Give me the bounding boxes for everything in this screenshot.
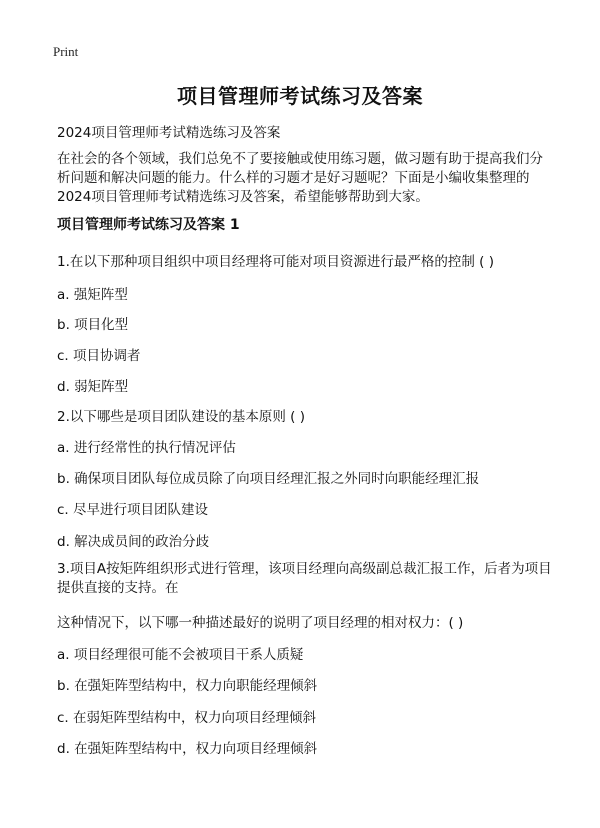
question-1-option-d: d. 弱矩阵型 [57,379,129,395]
question-3-option-c: c. 在弱矩阵型结构中，权力向项目经理倾斜 [57,710,317,726]
question-1-option-a: a. 强矩阵型 [57,287,128,303]
question-2-text: 2.以下哪些是项目团队建设的基本原则 ( ) [57,409,305,425]
question-3-text: 3.项目A按矩阵组织形式进行管理，该项目经理向高级副总裁汇报工作，后者为项目提供直接的支持。在 [57,561,552,596]
question-3-option-a: a. 项目经理很可能不会被项目干系人质疑 [57,647,304,663]
question-2-option-a: a. 进行经常性的执行情况评估 [57,440,236,456]
document-subtitle: 2024项目管理师考试精选练习及答案 [57,125,281,141]
question-2-option-c: c. 尽早进行项目团队建设 [57,502,209,518]
document-title: 项目管理师考试练习及答案 [177,84,423,108]
print-label: Print [53,44,79,59]
intro-paragraph: 在社会的各个领域，我们总免不了要接触或使用练习题，做习题有助于提高我们分析问题和解决问题的能力。什么样的习题才是好习题呢？下面是小编收集整理的2024项目管理师考试精选练习及答案，希望能够帮助到大家。 [57,151,543,205]
question-1-option-c: c. 项目协调者 [57,348,141,364]
question-3-option-d: d. 在强矩阵型结构中，权力向项目经理倾斜 [57,741,318,757]
question-1-option-b: b. 项目化型 [57,317,129,333]
question-1-text: 1.在以下那种项目组织中项目经理将可能对项目资源进行最严格的控制 ( ) [57,254,494,270]
question-2-option-d: d. 解决成员间的政治分歧 [57,534,210,550]
question-3-option-b: b. 在强矩阵型结构中，权力向职能经理倾斜 [57,678,318,694]
question-2-option-b: b. 确保项目团队每位成员除了向项目经理汇报之外同时向职能经理汇报 [57,471,480,487]
section-heading: 项目管理师考试练习及答案 1 [57,217,240,233]
question-3-text-continued: 这种情况下，以下哪一种描述最好的说明了项目经理的相对权力：( ) [57,615,464,631]
